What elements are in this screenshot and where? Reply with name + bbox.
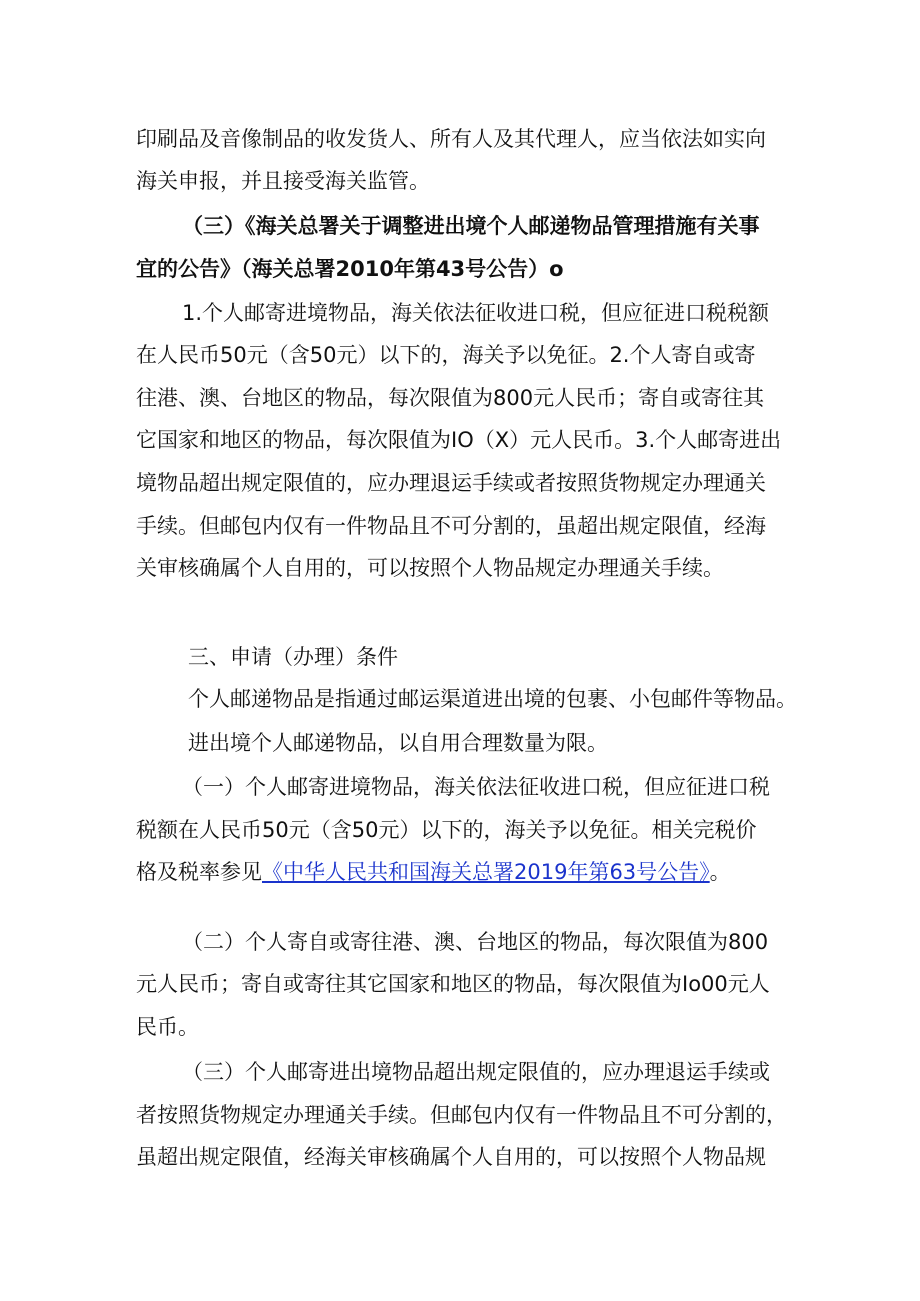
paragraph-line: 在人民币50元（含50元）以下的，海关予以免征。2.个人寄自或寄: [136, 343, 756, 367]
paragraph-line: 1.个人邮寄进境物品，海关依法征收进口税，但应征进口税税额: [182, 301, 770, 325]
paragraph-line: 手续。但邮包内仅有一件物品且不可分割的，虽超出规定限值，经海: [136, 514, 766, 538]
section-title: 三、申请（办理）条件: [188, 645, 398, 669]
paragraph-line: （三）个人邮寄进出境物品超出规定限值的，应办理退运手续或: [182, 1060, 770, 1084]
paragraph-line: （二）个人寄自或寄往港、澳、台地区的物品，每次限值为800: [182, 930, 769, 954]
paragraph-line-with-link: [136, 858, 796, 886]
paragraph-line: （一）个人邮寄进境物品，海关依法征收进口税，但应征进口税: [182, 775, 770, 799]
announcement-link[interactable]: 《中华人民共和国海关总署2019年第63号公告》: [262, 860, 710, 884]
paragraph-line: 个人邮递物品是指通过邮运渠道进出境的包裹、小包邮件等物品。: [188, 687, 797, 711]
paragraph-text: 格及税率参见: [136, 860, 262, 884]
paragraph-line: 印刷品及音像制品的收发货人、所有人及其代理人，应当依法如实向: [136, 127, 766, 151]
paragraph-line: 虽超出规定限值，经海关审核确属个人自用的，可以按照个人物品规: [136, 1145, 766, 1169]
paragraph-text: 。: [709, 860, 731, 884]
paragraph-line: 关审核确属个人自用的，可以按照个人物品规定办理通关手续。: [136, 556, 724, 580]
bold-heading-line: 宜的公告》（海关总署2010年第43号公告）o: [136, 257, 564, 281]
paragraph-line: 民币。: [136, 1015, 199, 1039]
paragraph-line: 海关申报，并且接受海关监管。: [136, 169, 430, 193]
bold-heading-line: （三）《海关总署关于调整进出境个人邮递物品管理措施有关事: [182, 214, 760, 238]
paragraph-line: 进出境个人邮递物品，以自用合理数量为限。: [188, 731, 608, 755]
paragraph-line: 它国家和地区的物品，每次限值为IO（X）元人民币。3.个人邮寄进出: [136, 428, 782, 452]
paragraph-line: 往港、澳、台地区的物品，每次限值为800元人民币；寄自或寄往其: [136, 386, 765, 410]
paragraph-line: 境物品超出规定限值的，应办理退运手续或者按照货物规定办理通关: [136, 471, 766, 495]
paragraph-line: 者按照货物规定办理通关手续。但邮包内仅有一件物品且不可分割的，: [136, 1103, 787, 1127]
paragraph-line: 元人民币；寄自或寄往其它国家和地区的物品，每次限值为Io00元人: [136, 972, 770, 996]
paragraph-line: 税额在人民币50元（含50元）以下的，海关予以免征。相关完税价: [136, 818, 757, 842]
